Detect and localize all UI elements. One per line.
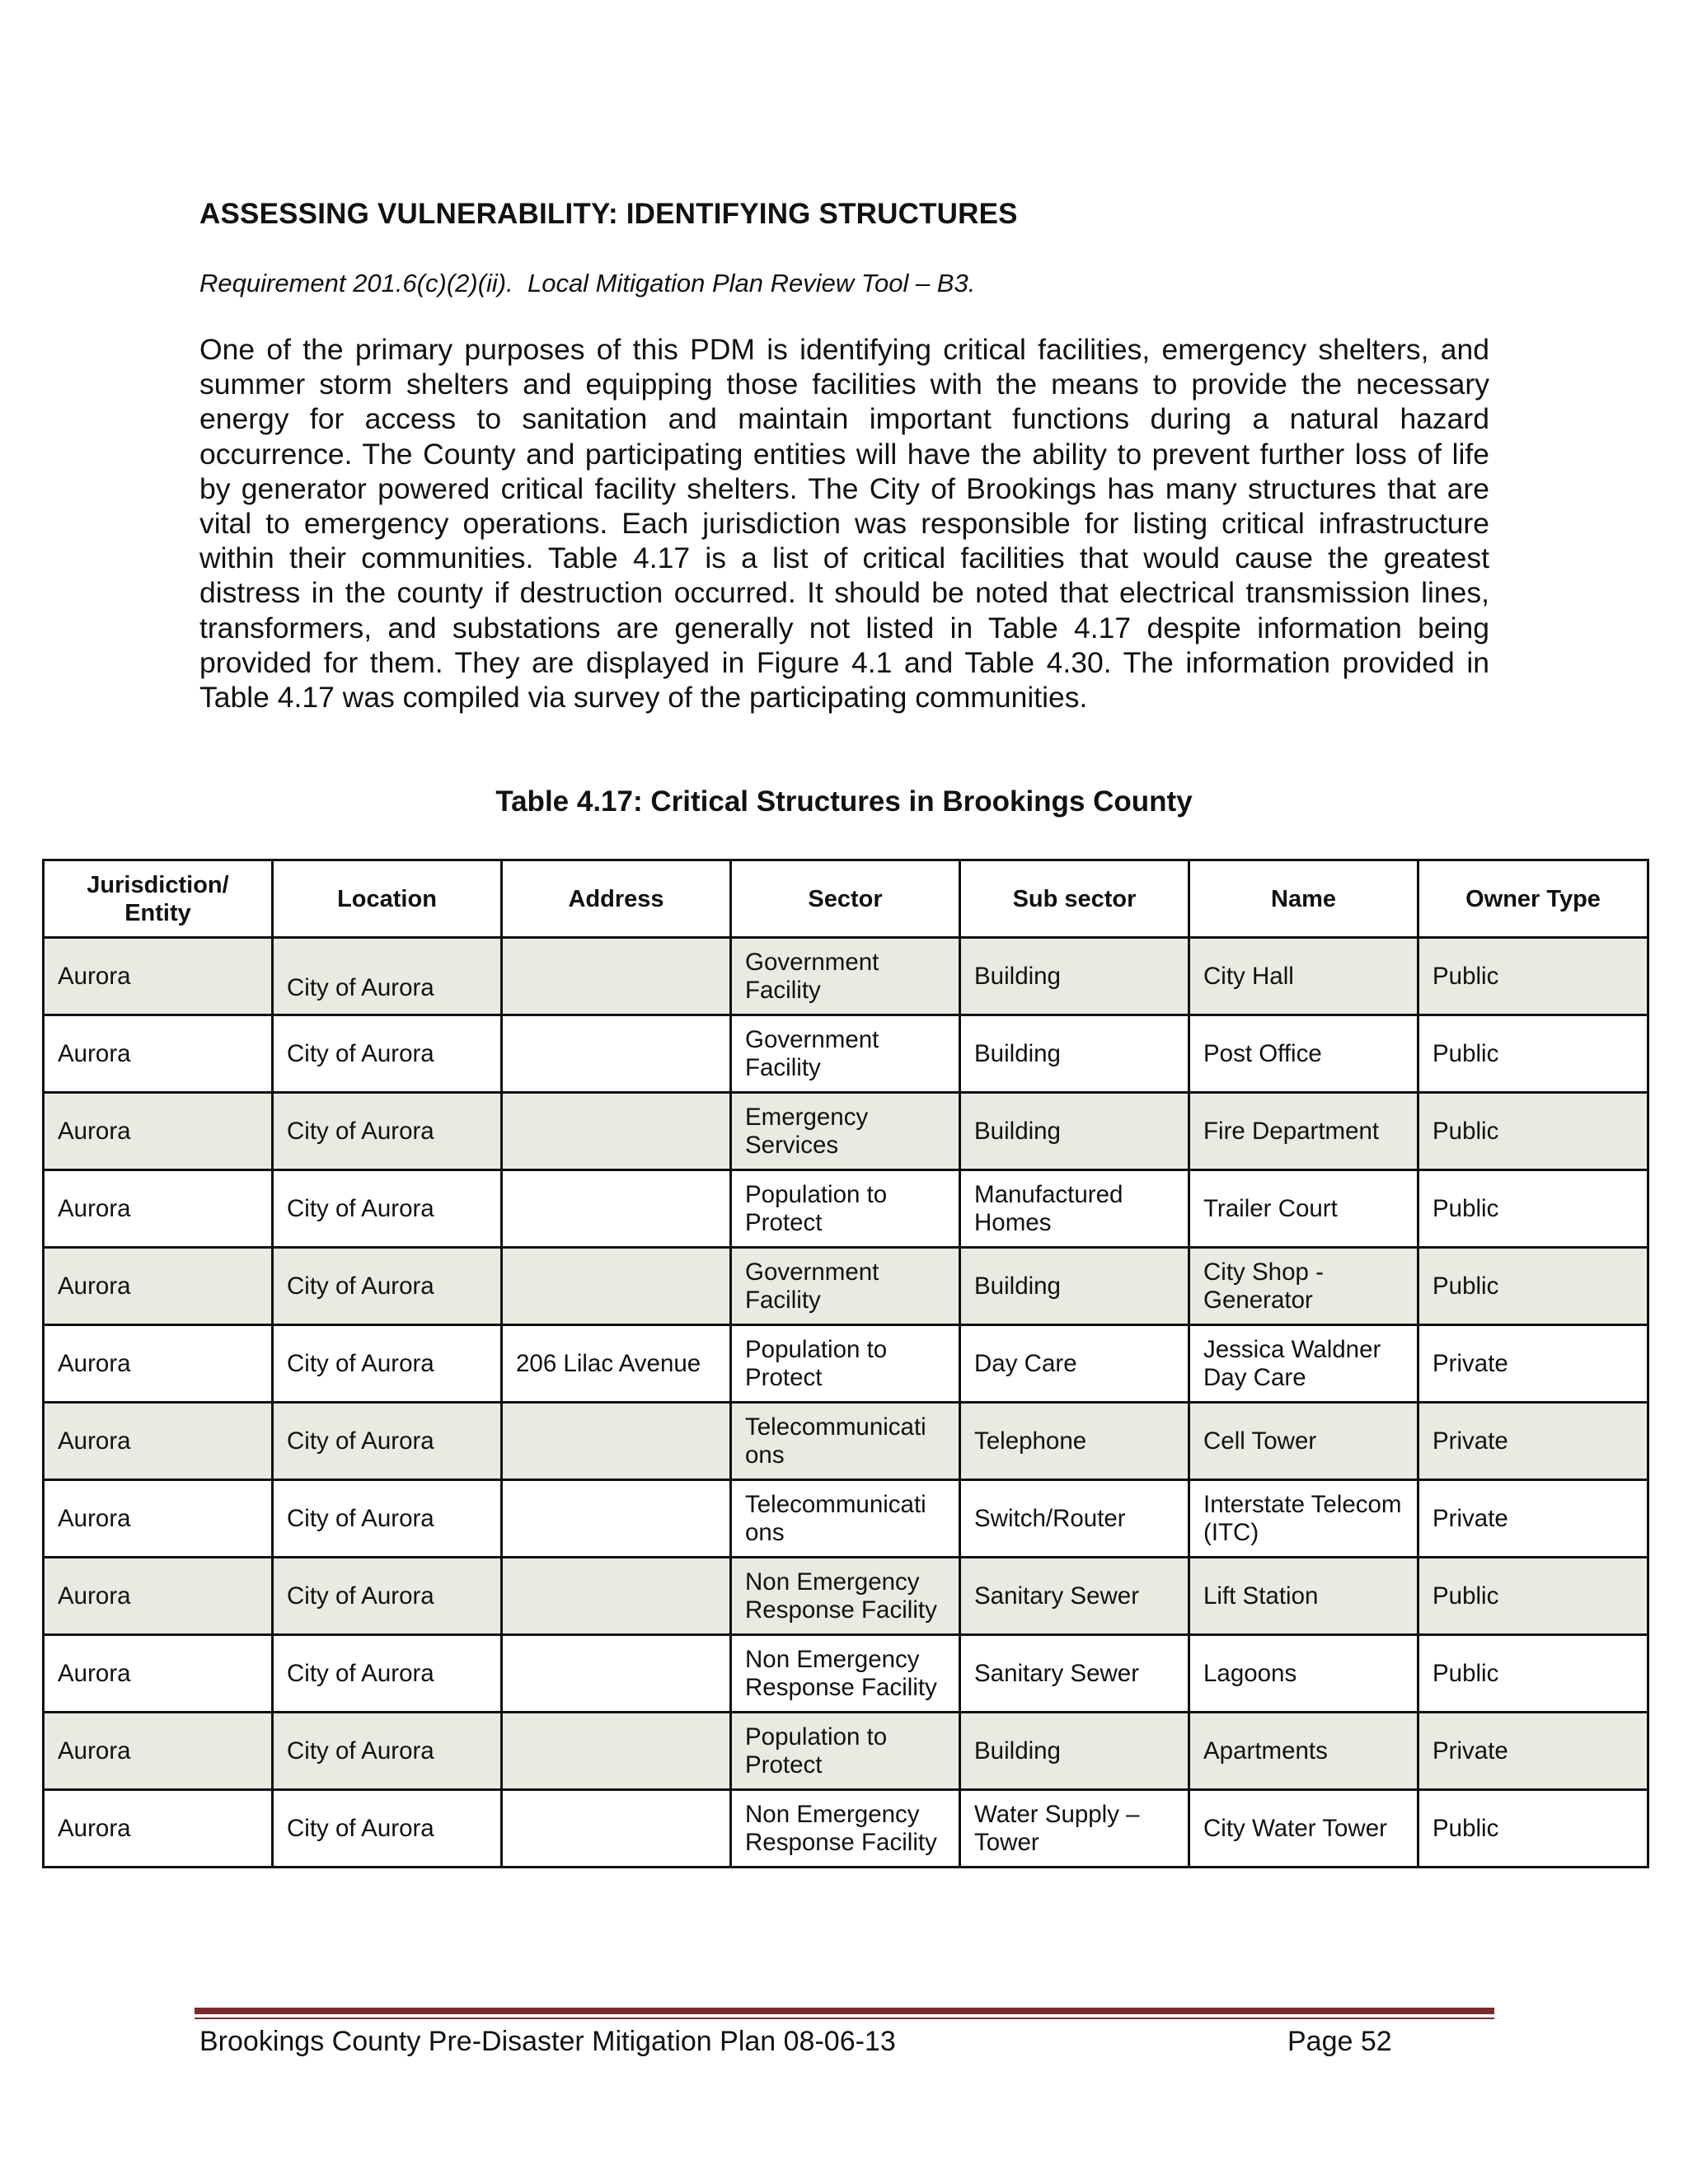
- cell-name: Lagoons: [1189, 1635, 1418, 1713]
- cell-sector: Government Facility: [731, 1015, 960, 1093]
- table-row: [44, 938, 1648, 1015]
- table-row: [44, 1480, 1648, 1558]
- table-row: [44, 1015, 1648, 1093]
- cell-jurisdiction: Aurora: [44, 1015, 273, 1093]
- cell-location: City of Aurora: [273, 1480, 502, 1558]
- cell-sector: Government Facility: [731, 1248, 960, 1325]
- cell-subsector: Telephone: [960, 1403, 1189, 1480]
- cell-location: City of Aurora: [273, 1093, 502, 1170]
- cell-address: [502, 1093, 731, 1170]
- cell-address: [502, 1170, 731, 1248]
- cell-sector: Telecommunicati ons: [731, 1480, 960, 1558]
- cell-jurisdiction: Aurora: [44, 1558, 273, 1635]
- table-row: [44, 1790, 1648, 1868]
- table-row: [44, 1325, 1648, 1403]
- column-header-owner-type: Owner Type: [1418, 860, 1648, 938]
- cell-owner-type: Public: [1418, 1248, 1648, 1325]
- cell-owner-type: Private: [1418, 1713, 1648, 1790]
- cell-location: City of Aurora: [273, 1790, 502, 1868]
- cell-subsector: Sanitary Sewer: [960, 1635, 1189, 1713]
- cell-name: Fire Department: [1189, 1093, 1418, 1170]
- cell-sector: Government Facility: [731, 938, 960, 1015]
- table-row: [44, 1403, 1648, 1480]
- cell-jurisdiction: Aurora: [44, 1093, 273, 1170]
- cell-sector: Population to Protect: [731, 1325, 960, 1403]
- section-heading: ASSESSING VULNERABILITY: IDENTIFYING STRUCTURES: [199, 198, 1018, 230]
- cell-sector: Non Emergency Response Facility: [731, 1635, 960, 1713]
- cell-jurisdiction: Aurora: [44, 1403, 273, 1480]
- cell-name: City Hall: [1189, 938, 1418, 1015]
- cell-address: [502, 1403, 731, 1480]
- cell-owner-type: Public: [1418, 1170, 1648, 1248]
- column-header-location: Location: [273, 860, 502, 938]
- table-row: [44, 1170, 1648, 1248]
- table-row: [44, 1558, 1648, 1635]
- footer-page-number: Page 52: [1287, 2026, 1392, 2057]
- cell-name: Post Office: [1189, 1015, 1418, 1093]
- cell-jurisdiction: Aurora: [44, 1170, 273, 1248]
- column-header-name: Name: [1189, 860, 1418, 938]
- cell-jurisdiction: Aurora: [44, 1790, 273, 1868]
- cell-jurisdiction: Aurora: [44, 1325, 273, 1403]
- cell-address: [502, 1015, 731, 1093]
- cell-owner-type: Public: [1418, 1093, 1648, 1170]
- critical-structures-table: [42, 859, 1649, 1868]
- cell-address: [502, 1713, 731, 1790]
- cell-location: City of Aurora: [273, 1713, 502, 1790]
- cell-owner-type: Private: [1418, 1403, 1648, 1480]
- cell-owner-type: Private: [1418, 1325, 1648, 1403]
- cell-subsector: Switch/Router: [960, 1480, 1189, 1558]
- cell-owner-type: Public: [1418, 1015, 1648, 1093]
- cell-sector: Emergency Services: [731, 1093, 960, 1170]
- column-header-address: Address: [502, 860, 731, 938]
- footer-divider-thin: [195, 2018, 1494, 2019]
- column-header-subsector: Sub sector: [960, 860, 1189, 938]
- table-row: [44, 1635, 1648, 1713]
- cell-location: City of Aurora: [273, 1248, 502, 1325]
- cell-jurisdiction: Aurora: [44, 938, 273, 1015]
- cell-name: Trailer Court: [1189, 1170, 1418, 1248]
- cell-name: City Water Tower: [1189, 1790, 1418, 1868]
- cell-location: City of Aurora: [273, 1403, 502, 1480]
- cell-owner-type: Public: [1418, 938, 1648, 1015]
- cell-address: [502, 1248, 731, 1325]
- column-header-jurisdiction: Jurisdiction/ Entity: [44, 860, 273, 938]
- cell-name: Jessica Waldner Day Care: [1189, 1325, 1418, 1403]
- cell-sector: Non Emergency Response Facility: [731, 1790, 960, 1868]
- cell-owner-type: Public: [1418, 1635, 1648, 1713]
- cell-owner-type: Public: [1418, 1790, 1648, 1868]
- cell-subsector: Building: [960, 938, 1189, 1015]
- cell-address: [502, 1790, 731, 1868]
- cell-location: City of Aurora: [273, 1325, 502, 1403]
- cell-sector: Population to Protect: [731, 1713, 960, 1790]
- cell-location: City of Aurora: [273, 938, 502, 1015]
- cell-address: [502, 1558, 731, 1635]
- cell-owner-type: Private: [1418, 1480, 1648, 1558]
- cell-jurisdiction: Aurora: [44, 1480, 273, 1558]
- cell-subsector: Day Care: [960, 1325, 1189, 1403]
- cell-jurisdiction: Aurora: [44, 1713, 273, 1790]
- cell-name: Lift Station: [1189, 1558, 1418, 1635]
- cell-location: City of Aurora: [273, 1170, 502, 1248]
- cell-owner-type: Public: [1418, 1558, 1648, 1635]
- cell-location: City of Aurora: [273, 1558, 502, 1635]
- cell-name: City Shop - Generator: [1189, 1248, 1418, 1325]
- cell-name: Interstate Telecom (ITC): [1189, 1480, 1418, 1558]
- table-row: [44, 1093, 1648, 1170]
- cell-sector: Telecommunicati ons: [731, 1403, 960, 1480]
- cell-address: [502, 938, 731, 1015]
- cell-name: Apartments: [1189, 1713, 1418, 1790]
- cell-subsector: Building: [960, 1248, 1189, 1325]
- cell-address: [502, 1635, 731, 1713]
- table-caption: Table 4.17: Critical Structures in Brookings County: [495, 785, 1193, 818]
- cell-subsector: Water Supply – Tower: [960, 1790, 1189, 1868]
- footer-divider: [195, 2008, 1494, 2014]
- cell-jurisdiction: Aurora: [44, 1635, 273, 1713]
- table-row: [44, 1248, 1648, 1325]
- cell-sector: Non Emergency Response Facility: [731, 1558, 960, 1635]
- intro-paragraph: One of the primary purposes of this PDM is identifying critical facilities, emergency shelters, and summer storm shelters and equipping those facilities with the means to provide the necessary energy for access to sanitation and maintain important functions during a natural hazard occurrence. The County and participating entities will have the ability to prevent further loss of life by generator powered critical facility shelters. The City of Brookings has many structures that are vital to emergency operations. Each jurisdiction was responsible for listing critical infrastructure within their communities. Table 4.17 is a list of critical facilities that would cause the greatest distress in the county if destruction occurred. It should be noted that electrical transmission lines, transformers, and substations are generally not listed in Table 4.17 despite information being provided for them. They are displayed in Figure 4.1 and Table 4.30. The information provided in Table 4.17 was compiled via survey of the participating communities.: [199, 333, 1489, 715]
- cell-subsector: Manufactured Homes: [960, 1170, 1189, 1248]
- column-header-sector: Sector: [731, 860, 960, 938]
- cell-subsector: Building: [960, 1713, 1189, 1790]
- cell-sector: Population to Protect: [731, 1170, 960, 1248]
- cell-jurisdiction: Aurora: [44, 1248, 273, 1325]
- table-header-row: [44, 860, 1648, 938]
- cell-address: 206 Lilac Avenue: [502, 1325, 731, 1403]
- footer-plan-title: Brookings County Pre-Disaster Mitigation Plan 08-06-13: [199, 2026, 896, 2057]
- cell-location: City of Aurora: [273, 1015, 502, 1093]
- cell-subsector: Building: [960, 1015, 1189, 1093]
- cell-address: [502, 1480, 731, 1558]
- cell-subsector: Sanitary Sewer: [960, 1558, 1189, 1635]
- cell-subsector: Building: [960, 1093, 1189, 1170]
- table-row: [44, 1713, 1648, 1790]
- requirement-reference: Requirement 201.6(c)(2)(ii). Local Mitigation Plan Review Tool – B3.: [199, 269, 976, 298]
- cell-name: Cell Tower: [1189, 1403, 1418, 1480]
- cell-location: City of Aurora: [273, 1635, 502, 1713]
